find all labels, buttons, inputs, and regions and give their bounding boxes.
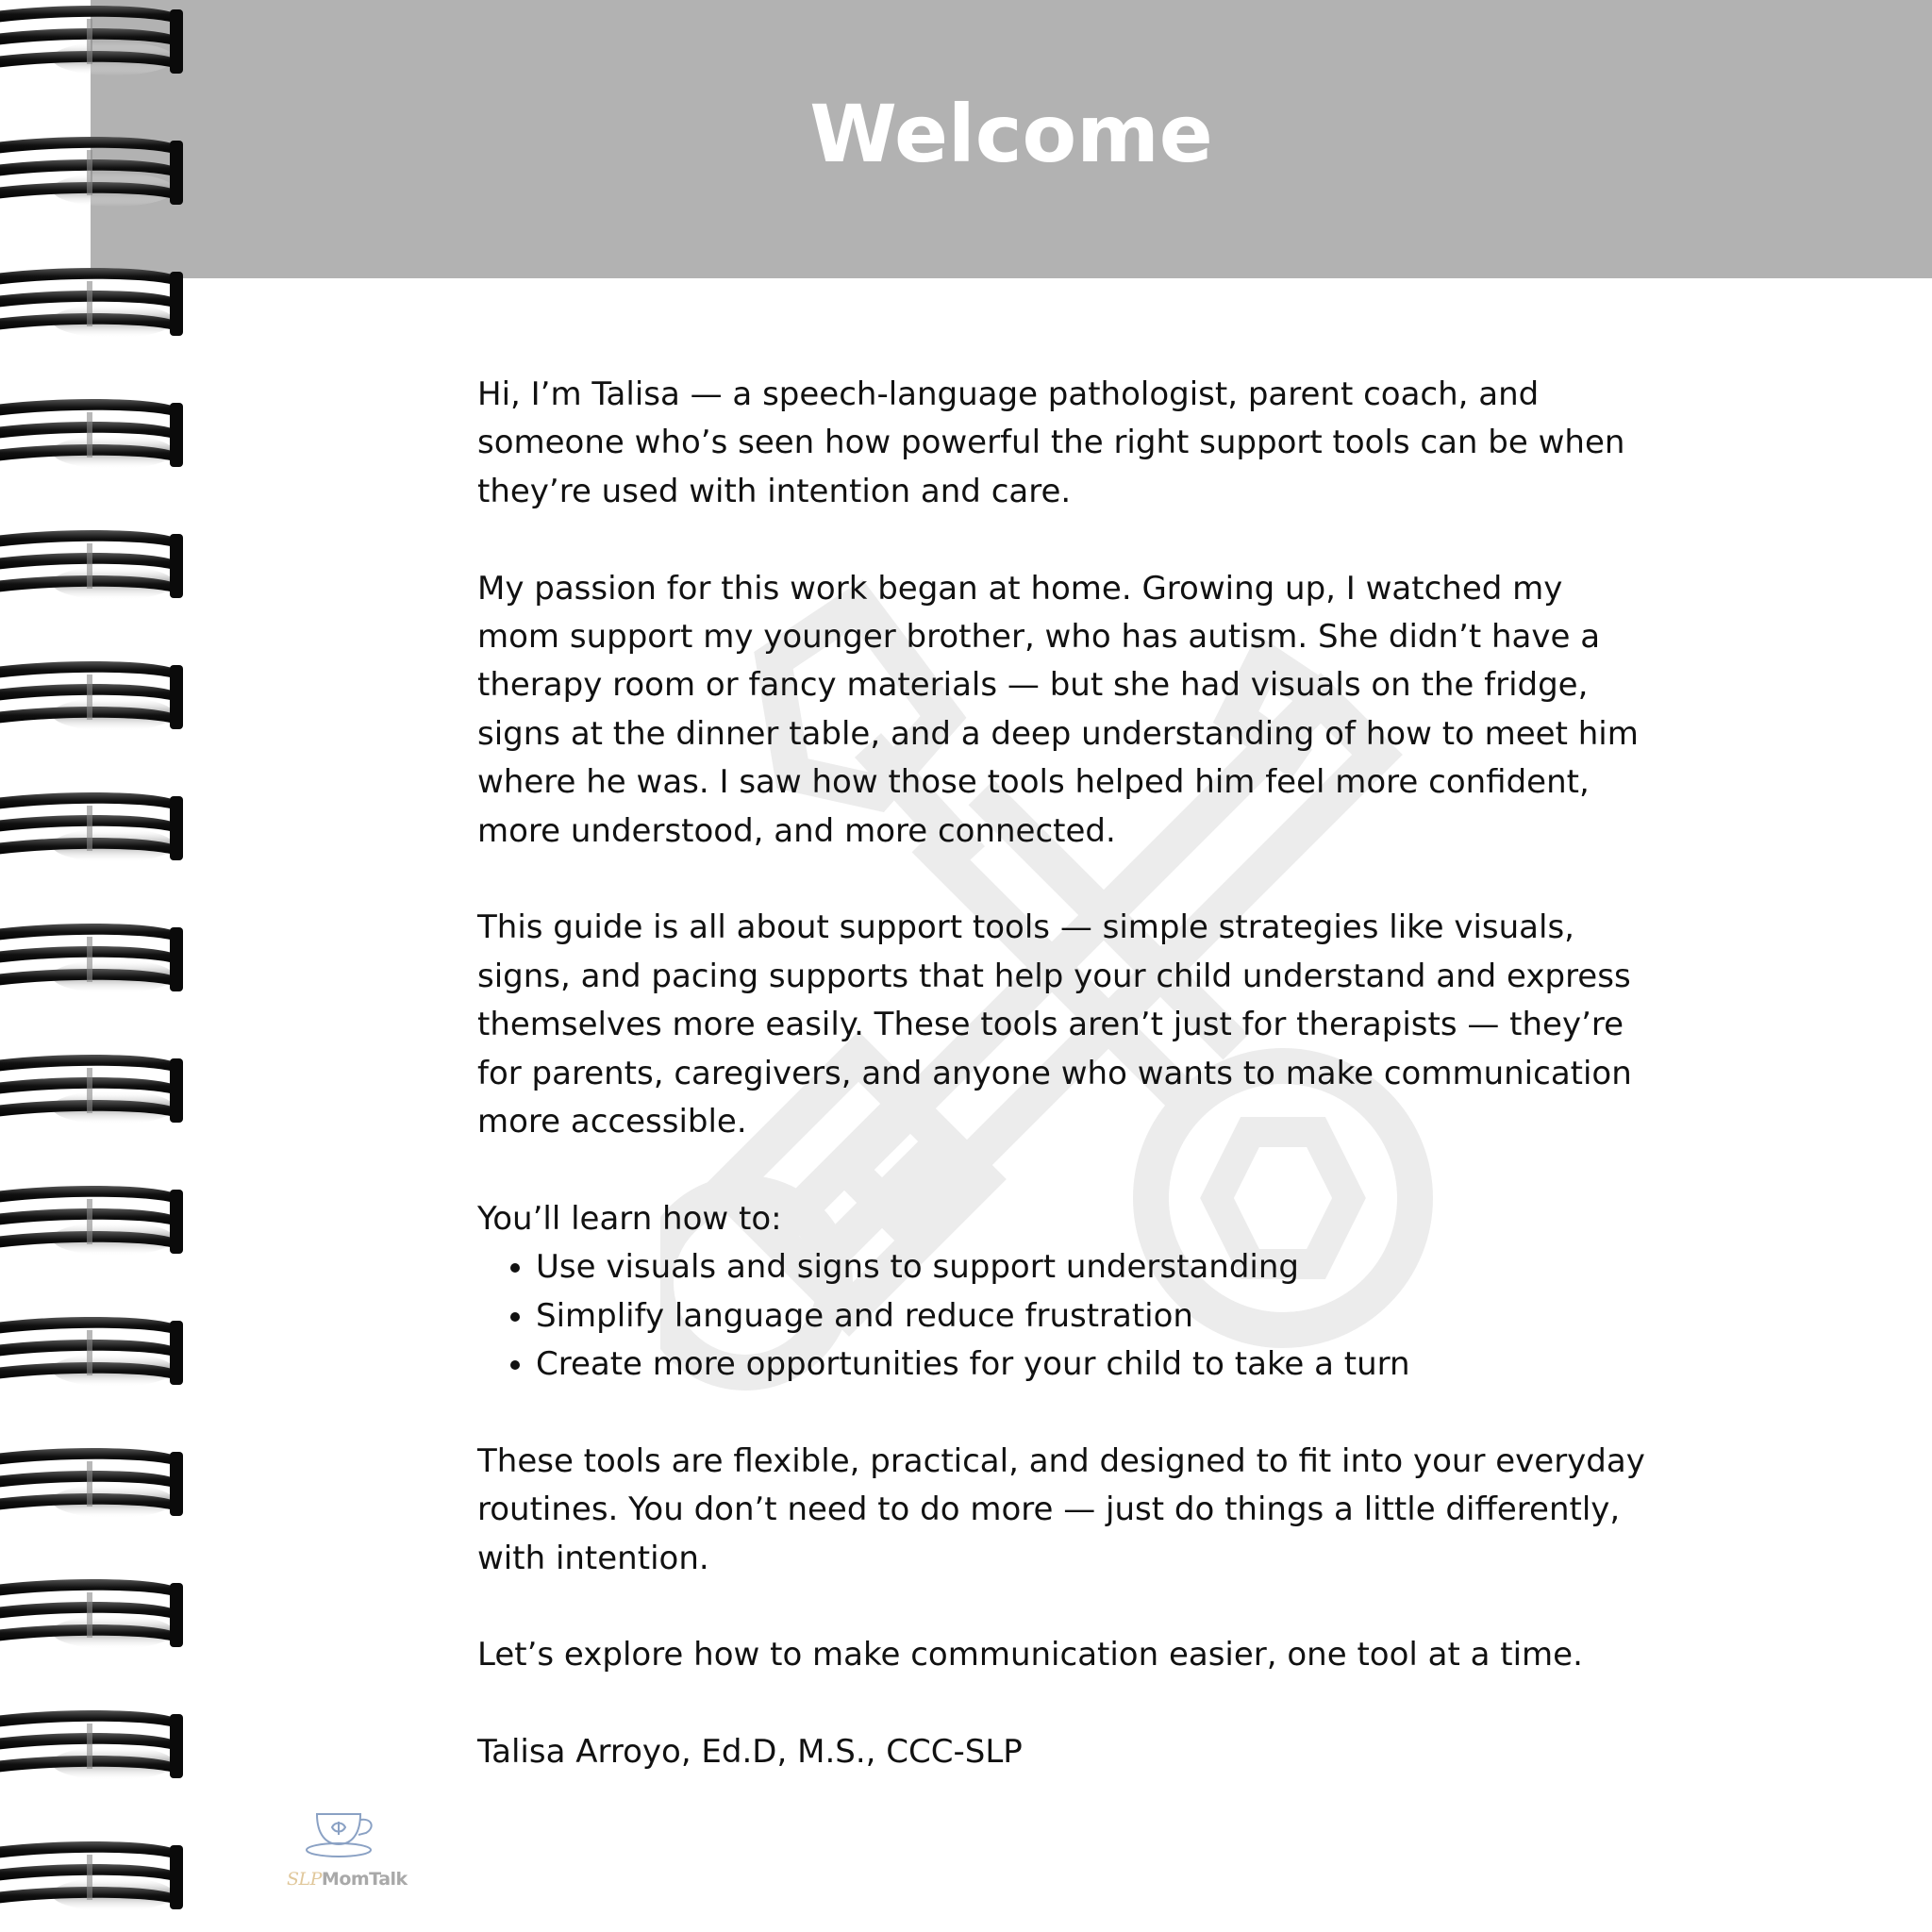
list-item: • Create more opportunities for your child to take a turn bbox=[536, 1341, 1647, 1389]
list-item: • Use visuals and signs to support understanding bbox=[536, 1243, 1647, 1291]
list-intro: You’ll learn how to: bbox=[477, 1199, 782, 1238]
routines-paragraph: These tools are flexible, practical, and designed to fit into your everyday routines. You don’t need to do more — just do things a little differently, with intention. bbox=[477, 1441, 1645, 1577]
learning-list bbox=[477, 1243, 1647, 1389]
teacup-icon bbox=[304, 1807, 389, 1863]
brand-logo bbox=[279, 1807, 411, 1901]
welcome-letter bbox=[477, 371, 1647, 1777]
logo-prefix: SLP bbox=[287, 1869, 322, 1890]
list-item: • Simplify language and reduce frustration bbox=[536, 1292, 1647, 1341]
guide-paragraph: This guide is all about support tools — simple strategies like visuals, signs, and pacing supports that help your child understand and express themselves more easily. These tools aren’t just for therapists — they’re for parents, caregivers, and anyone who wants to make communication more accessible. bbox=[477, 908, 1632, 1141]
story-paragraph: My passion for this work began at home. Growing up, I watched my mom support my younger brother, who has autism. She didn’t have a therapy room or fancy materials — but she had visuals on the fridge, signs at the dinner table, and a deep understanding of how to meet him where he was. I saw how those tools helped him feel more confident, more understood, and more connected. bbox=[477, 569, 1639, 850]
logo-text bbox=[287, 1869, 408, 1890]
spiral-binding bbox=[0, 0, 189, 1932]
page-title: Welcome bbox=[809, 88, 1213, 180]
intro-paragraph: Hi, I’m Talisa — a speech-language pathologist, parent coach, and someone who’s seen how powerful the right support tools can be when they’re used with intention and care. bbox=[477, 375, 1625, 510]
logo-name: MomTalk bbox=[321, 1869, 408, 1890]
signature: Talisa Arroyo, Ed.D, M.S., CCC-SLP bbox=[477, 1733, 1023, 1772]
closing-paragraph: Let’s explore how to make communication easier, one tool at a time. bbox=[477, 1636, 1583, 1674]
